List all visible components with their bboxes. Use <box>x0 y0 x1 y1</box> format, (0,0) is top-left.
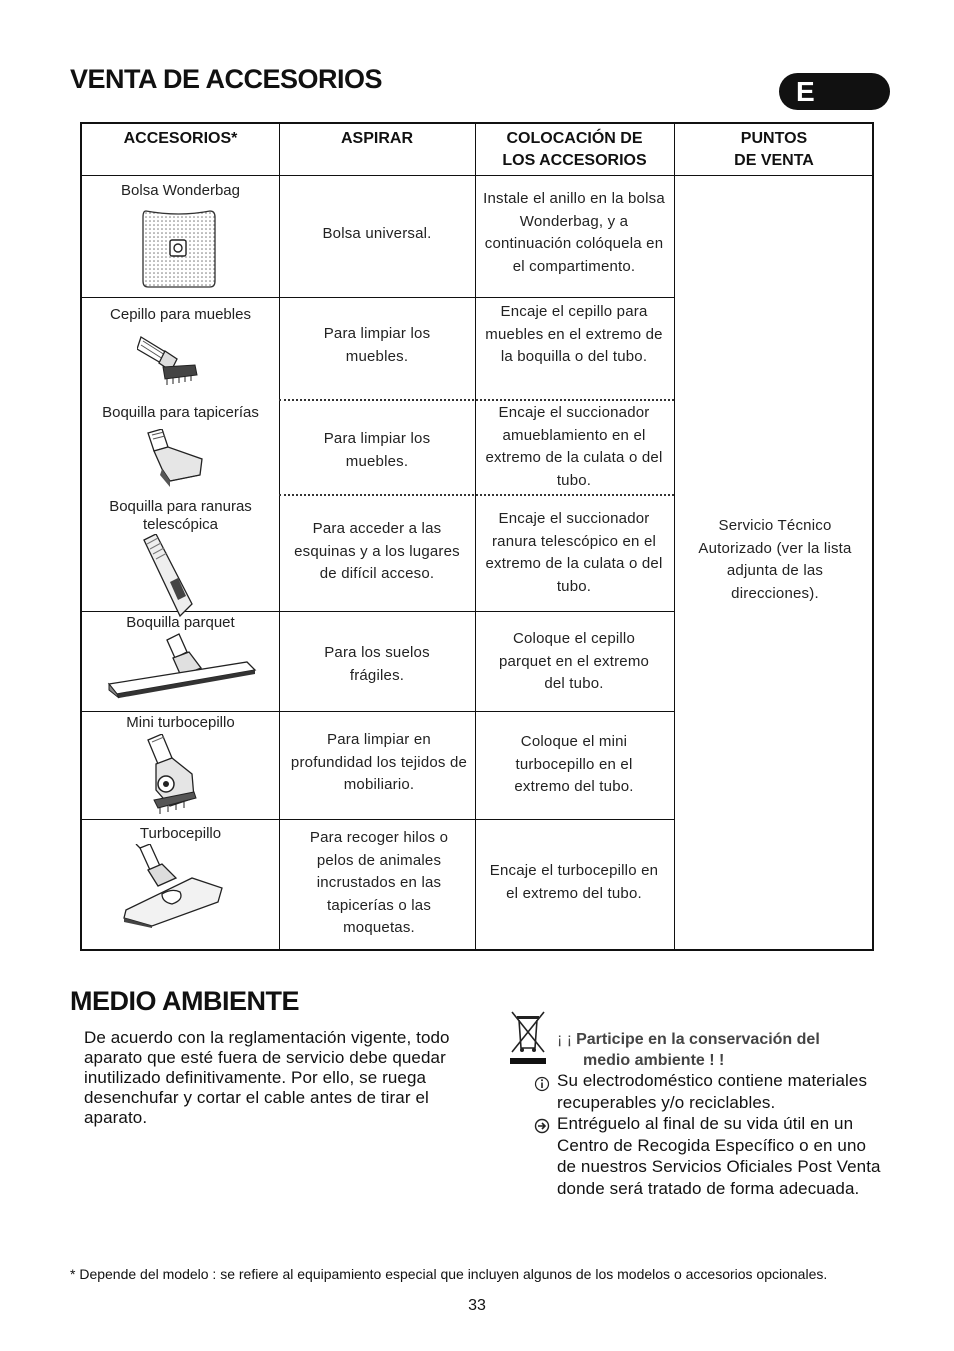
aspirar-cell: Para recoger hilos o pelos de animales incrustados en las tapicerías o las moquetas. <box>309 829 449 936</box>
upholstery-nozzle-icon <box>140 429 206 487</box>
section-title-environment: MEDIO AMBIENTE <box>70 986 299 1016</box>
crevice-tool-icon <box>142 534 194 618</box>
col-header-puntos: PUNTOS DE VENTA <box>734 130 814 169</box>
accessories-table <box>80 122 874 951</box>
accessory-name: Boquilla para ranuras telescópica <box>109 498 252 533</box>
bullet-disposal: Entréguelo al final de su vida útil en un Centro de Recogida Específico o en uno de nuestros Servicios Oficiales Post Venta donde será tratado de forma adecuada. <box>557 1114 881 1198</box>
page-number: 33 <box>468 1297 486 1314</box>
arrow-right-icon <box>534 1118 550 1134</box>
accessory-name: Boquilla para tapicerías <box>102 404 259 421</box>
accessory-name: Bolsa Wonderbag <box>121 182 240 199</box>
info-icon <box>534 1076 550 1092</box>
accessory-name: Mini turbocepillo <box>126 714 235 731</box>
parquet-nozzle-icon <box>107 632 259 700</box>
footnote: * Depende del modelo : se refiere al equipamiento especial que incluyen algunos de los modelos o accesorios opcionales. <box>70 1266 828 1282</box>
page-title: VENTA DE ACCESORIOS <box>70 64 383 94</box>
col-header-colocacion: COLOCACIÓN DE LOS ACCESORIOS <box>502 130 647 169</box>
mini-turbobrush-icon <box>144 734 208 816</box>
bullet-recyclable: Su electrodoméstico contiene materiales recuperables y/o reciclables. <box>557 1071 868 1112</box>
aspirar-cell: Para limpiar los muebles. <box>323 430 431 470</box>
turbobrush-icon <box>122 844 226 928</box>
environment-heading: ¡ ¡ Participe en la conservación del <box>557 1031 820 1048</box>
accessory-name: Boquilla parquet <box>126 614 235 631</box>
crossed-bin-icon <box>510 1010 546 1064</box>
colocacion-cell: Instale el anillo en la bolsa Wonderbag, y a continuación colóquela en el compartimento. <box>483 190 665 275</box>
col-header-accesorios: ACCESORIOS* <box>123 130 238 147</box>
colocacion-cell: Encaje el succionador ranura telescópico en el extremo de la culata o del tubo. <box>485 510 663 595</box>
environment-paragraph: De acuerdo con la reglamentación vigente, todo aparato que esté fuera de servicio debe quedar inutilizado definitivamente. Por ello, se ruega desenchufar y cortar el cable antes de tirar el aparato. <box>84 1028 450 1127</box>
accessory-name: Cepillo para muebles <box>110 306 251 323</box>
aspirar-cell: Para limpiar en profundidad los tejidos de mobiliario. <box>290 731 468 793</box>
col-header-aspirar: ASPIRAR <box>340 130 413 147</box>
language-badge: E <box>779 73 890 110</box>
accessory-name: Turbocepillo <box>139 825 222 842</box>
furniture-brush-icon <box>137 331 199 387</box>
aspirar-cell: Para los suelos frágiles. <box>324 644 430 684</box>
colocacion-cell: Coloque el mini turbocepillo en el extremo del tubo. <box>514 733 634 795</box>
environment-heading-line2: medio ambiente ! ! <box>583 1052 725 1069</box>
puntos-venta-cell: Servicio Técnico Autorizado (ver la lista adjunta de las direcciones). <box>698 517 852 602</box>
colocacion-cell: Encaje el cepillo para muebles en el extremo de la boquilla o del tubo. <box>485 303 663 365</box>
aspirar-cell: Bolsa universal. <box>322 225 432 242</box>
aspirar-cell: Para limpiar los muebles. <box>323 325 431 365</box>
colocacion-cell: Encaje el turbocepillo en el extremo del tubo. <box>489 862 659 902</box>
aspirar-cell: Para acceder a las esquinas y a los lugares de difícil acceso. <box>294 520 460 582</box>
wonderbag-icon <box>140 207 218 291</box>
colocacion-cell: Coloque el cepillo parquet en el extremo del tubo. <box>498 630 650 692</box>
colocacion-cell: Encaje el succionador amueblamiento en el extremo de la culata o del tubo. <box>485 404 663 489</box>
